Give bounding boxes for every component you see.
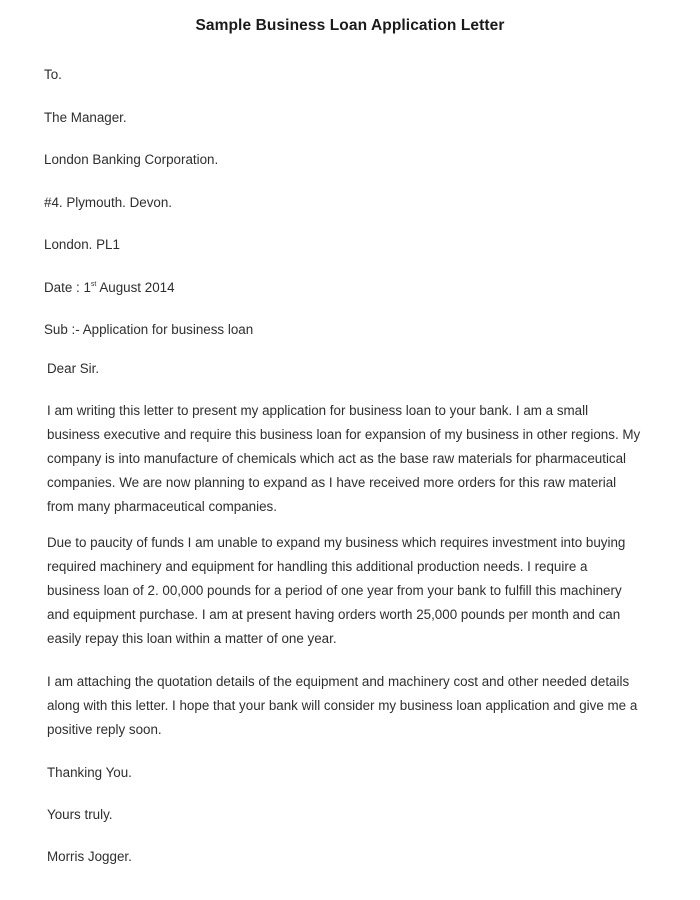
date-rest: August 2014 <box>96 280 175 295</box>
date-ordinal: st <box>90 281 97 288</box>
paragraph-line: required machinery and equipment for handling this additional production needs. I require a <box>47 559 588 574</box>
paragraph-2 <box>47 531 625 651</box>
recipient-city: London. PL1 <box>44 237 120 252</box>
paragraph-line: company is into manufacture of chemicals which act as the base raw materials for pharmaceutical <box>47 451 627 466</box>
paragraph-line: I am attaching the quotation details of the equipment and machinery cost and other needed details <box>47 674 630 689</box>
paragraph-line: business loan of 2. 00,000 pounds for a period of one year from your bank to fulfill this machinery <box>47 583 622 598</box>
recipient-bank: London Banking Corporation. <box>44 152 219 167</box>
letter-date <box>44 280 175 296</box>
paragraph-line: companies. We are now planning to expand as I have received more orders for this raw material <box>47 475 617 490</box>
paragraph-line: and equipment purchase. I am at present having orders worth 25,000 pounds per month and can <box>47 607 621 622</box>
paragraph-line: I am writing this letter to present my application for business loan to your bank. I am a small <box>47 403 589 418</box>
paragraph-line: Due to paucity of funds I am unable to expand my business which requires investment into buying <box>47 535 626 550</box>
paragraph-line: positive reply soon. <box>47 722 162 737</box>
paragraph-3 <box>47 670 637 742</box>
closing-thanks: Thanking You. <box>47 765 132 780</box>
paragraph-1 <box>47 399 640 519</box>
recipient-manager: The Manager. <box>44 110 127 125</box>
paragraph-line: business executive and require this business loan for expansion of my business in other regions. My <box>47 427 641 442</box>
recipient-street: #4. Plymouth. Devon. <box>44 195 173 210</box>
date-prefix: Date : 1 <box>44 280 91 295</box>
letter-title: Sample Business Loan Application Letter <box>195 17 505 34</box>
paragraph-line: easily repay this loan within a matter of one year. <box>47 631 337 646</box>
closing-signoff: Yours truly. <box>47 807 113 822</box>
signature-name: Morris Jogger. <box>47 849 132 864</box>
paragraph-line: from many pharmaceutical companies. <box>47 499 277 514</box>
recipient-to: To. <box>44 67 62 82</box>
paragraph-line: along with this letter. I hope that your bank will consider my business loan application and give me a <box>47 698 638 713</box>
salutation: Dear Sir. <box>47 361 100 376</box>
letter-subject: Sub :- Application for business loan <box>44 322 254 337</box>
